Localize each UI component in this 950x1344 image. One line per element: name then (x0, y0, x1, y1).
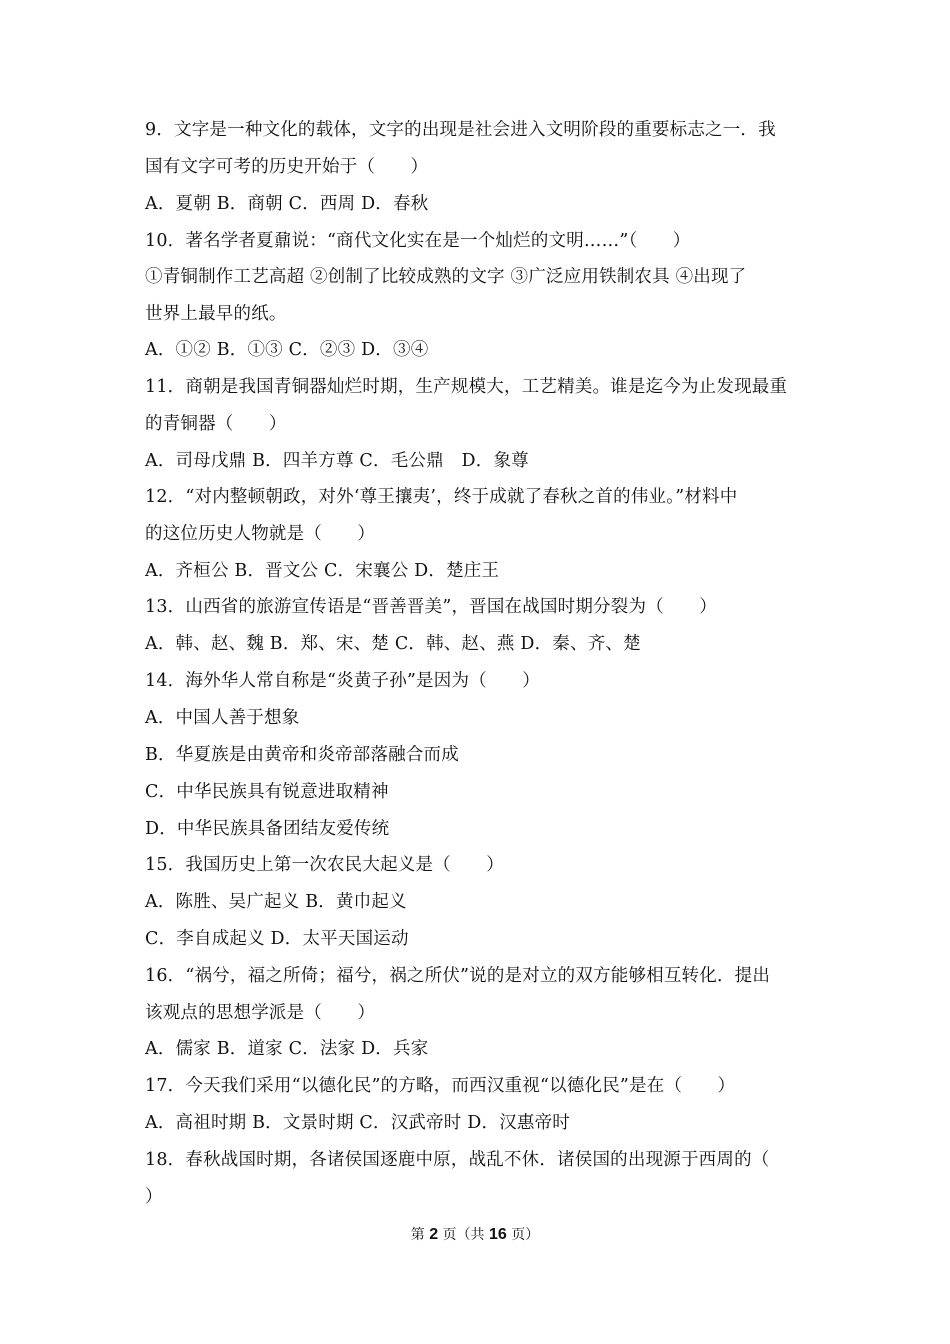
text-line: 9．文字是一种文化的载体，文字的出现是社会进入文明阶段的重要标志之一．我 (145, 120, 776, 140)
text-line: 世界上最早的纸。 (145, 304, 287, 324)
text-line: 国有文字可考的历史开始于（ ） (145, 157, 429, 177)
footer-suffix: 页） (511, 1227, 540, 1243)
text-line: 14．海外华人常自称是“炎黄子孙”是因为（ ） (145, 671, 540, 691)
text-line: 13．山西省的旅游宣传语是“晋善晋美”，晋国在战国时期分裂为（ ） (145, 597, 717, 617)
text-line: ①青铜制作工艺高超 ②创制了比较成熟的文字 ③广泛应用铁制农具 ④出现了 (145, 267, 747, 287)
text-line: C．中华民族具有锐意进取精神 (145, 782, 389, 802)
footer-prefix: 第 (410, 1227, 425, 1243)
text-line: B．华夏族是由黄帝和炎帝部落融合而成 (145, 745, 459, 765)
page-footer (0, 1225, 950, 1245)
text-line: A．韩、赵、魏 B．郑、宋、楚 C．韩、赵、燕 D．秦、齐、楚 (145, 634, 641, 654)
text-line: 该观点的思想学派是（ ） (145, 1003, 376, 1023)
text-line: 17．今天我们采用“以德化民”的方略，而西汉重视“以德化民”是在（ ） (145, 1076, 736, 1096)
footer-page-number: 2 (429, 1226, 439, 1243)
text-line: A．陈胜、吴广起义 B．黄巾起义 (145, 892, 407, 912)
text-line: D．中华民族具备团结友爱传统 (145, 819, 390, 839)
text-line: A．夏朝 B．商朝 C．西周 D．春秋 (145, 194, 429, 214)
text-line: A．齐桓公 B．晋文公 C．宋襄公 D．楚庄王 (145, 561, 500, 581)
text-line: A．司母戊鼎 B．四羊方尊 C．毛公鼎 D．象尊 (145, 451, 529, 471)
text-line: 的青铜器（ ） (145, 414, 287, 434)
text-line: 18．春秋战国时期，各诸侯国逐鹿中原，战乱不休．诸侯国的出现源于西周的（ (145, 1150, 770, 1170)
text-line: 16．“祸兮，福之所倚；福兮，祸之所伏”说的是对立的双方能够相互转化．提出 (145, 966, 771, 986)
text-line: A．①② B．①③ C．②③ D．③④ (145, 340, 429, 360)
text-line: 11．商朝是我国青铜器灿烂时期，生产规模大，工艺精美。谁是迄今为止发现最重 (145, 377, 788, 397)
text-line: 12．“对内整顿朝政，对外‘尊王攘夷’，终于成就了春秋之首的伟业。”材料中 (145, 487, 738, 507)
text-line: C．李自成起义 D．太平天国运动 (145, 929, 409, 949)
text-line: 15．我国历史上第一次农民大起义是（ ） (145, 855, 504, 875)
text-line: A．儒家 B．道家 C．法家 D．兵家 (145, 1039, 429, 1059)
footer-total-pages: 16 (489, 1226, 507, 1243)
text-line: A．中国人善于想象 (145, 708, 300, 728)
text-line: ） (145, 1187, 163, 1207)
text-line: 的这位历史人物就是（ ） (145, 524, 376, 544)
text-line: A．高祖时期 B．文景时期 C．汉武帝时 D．汉惠帝时 (145, 1113, 571, 1133)
text-line: 10．著名学者夏鼐说：“商代文化实在是一个灿烂的文明……”（ ） (145, 231, 691, 251)
footer-middle: 页（共 (442, 1227, 485, 1243)
